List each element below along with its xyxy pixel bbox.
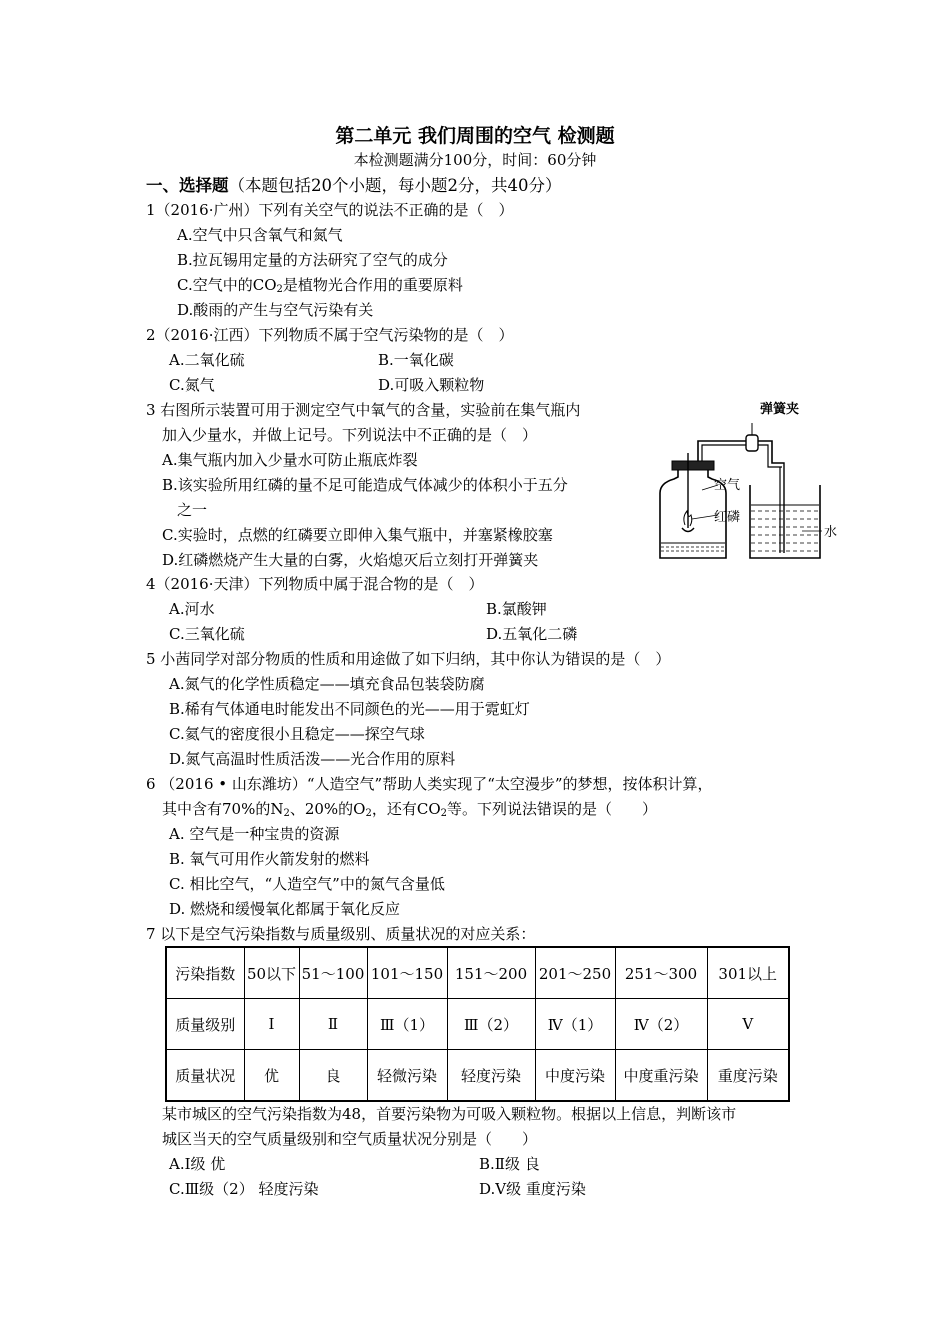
question-7-option-a: A.Ⅰ级 优 xyxy=(169,1155,226,1173)
label-red-phosphorus: 红磷 xyxy=(714,510,741,525)
question-7-option-d: D.Ⅴ级 重度污染 xyxy=(479,1180,586,1198)
question-6-option-c: C. 相比空气，“人造空气”中的氮气含量低 xyxy=(169,875,445,893)
table-cell: 轻微污染 xyxy=(367,1050,447,1102)
section-title: 一、选择题 xyxy=(146,176,229,195)
table-cell: 301以上 xyxy=(707,947,789,999)
apparatus-diagram xyxy=(652,393,842,568)
question-7-option-b: B.Ⅱ级 良 xyxy=(479,1155,540,1173)
question-6-option-d: D. 燃烧和缓慢氧化都属于氧化反应 xyxy=(169,900,401,918)
q6-sub-o2: 2 xyxy=(365,808,372,819)
combustion-spoon xyxy=(682,528,694,532)
section-heading xyxy=(146,175,562,197)
question-1-option-b: B.拉瓦锡用定量的方法研究了空气的成分 xyxy=(177,251,448,269)
page-title: 第二单元 我们周围的空气 检测题 xyxy=(335,125,615,147)
question-4-option-a: A.河水 xyxy=(169,600,215,618)
question-2-stem: 2（2016·江西）下列物质不属于空气污染物的是（ ） xyxy=(146,326,514,344)
table-row xyxy=(166,1050,789,1102)
question-5-option-d: D.氮气高温时性质活泼——光合作用的原料 xyxy=(169,750,456,768)
q6-part-a: 其中含有70%的N xyxy=(162,800,284,818)
table-cell: Ⅲ（1） xyxy=(367,999,447,1050)
table-cell: Ⅳ（2） xyxy=(615,999,707,1050)
table-cell: Ⅳ（1） xyxy=(535,999,615,1050)
q6-part-b: 、20%的O xyxy=(289,800,366,818)
delivery-tube xyxy=(698,441,782,463)
table-row xyxy=(166,947,789,999)
question-4-option-c: C.三氧化硫 xyxy=(169,625,245,643)
question-7-context-line1: 某市城区的空气污染指数为48，首要污染物为可吸入颗粒物。根据以上信息，判断该市 xyxy=(162,1105,737,1123)
question-2-option-b: B.一氧化碳 xyxy=(378,351,454,369)
question-6-stem-line2 xyxy=(162,799,657,824)
table-row xyxy=(166,999,789,1050)
q1c-sub: 2 xyxy=(276,284,283,295)
page-subtitle: 本检测题满分100分，时间：60分钟 xyxy=(353,151,597,169)
table-cell: 重度污染 xyxy=(707,1050,789,1102)
table-cell: Ⅴ xyxy=(707,999,789,1050)
apparatus-figure xyxy=(652,393,842,568)
table-cell: 轻度污染 xyxy=(447,1050,535,1102)
question-3-option-b-line2: 之一 xyxy=(177,501,208,519)
question-2-option-a: A.二氧化硫 xyxy=(169,351,245,369)
question-3-stem-line2: 加入少量水，并做上记号。下列说法中不正确的是（ ） xyxy=(162,426,538,444)
table-cell: 质量级别 xyxy=(166,999,244,1050)
table-cell: 201～250 xyxy=(535,947,615,999)
question-1-option-c xyxy=(177,275,463,300)
section-note: （本题包括20个小题，每小题2分，共40分） xyxy=(228,176,562,195)
question-3-option-c: C.实验时，点燃的红磷要立即伸入集气瓶中，并塞紧橡胶塞 xyxy=(162,526,553,544)
question-2-option-c: C.氮气 xyxy=(169,376,215,394)
tube-down xyxy=(782,463,784,553)
q1c-post: 是植物光合作用的重要原料 xyxy=(282,276,463,294)
question-7-stem: 7 以下是空气污染指数与质量级别、质量状况的对应关系： xyxy=(146,925,536,943)
table-cell: 151～200 xyxy=(447,947,535,999)
table-cell: 51～100 xyxy=(299,947,367,999)
q6-part-c: ，还有CO xyxy=(371,800,441,818)
q1c-pre: C.空气中的CO xyxy=(177,276,277,294)
question-7-option-c: C.Ⅲ级（2） 轻度污染 xyxy=(169,1180,319,1198)
table-cell: 101～150 xyxy=(367,947,447,999)
q6-sub-co2: 2 xyxy=(440,808,448,819)
question-3-option-b-line1: B.该实验所用红磷的量不足可能造成气体减少的体积小于五分 xyxy=(162,476,568,494)
question-3-option-d: D.红磷燃烧产生大量的白雾，火焰熄灭后立刻打开弹簧夹 xyxy=(162,551,539,569)
question-3-stem-line1: 3 右图所示装置可用于测定空气中氧气的含量，实验前在集气瓶内 xyxy=(146,401,581,419)
question-4-option-b: B.氯酸钾 xyxy=(486,600,547,618)
question-1-option-d: D.酸雨的产生与空气污染有关 xyxy=(177,301,374,319)
table-cell: Ⅲ（2） xyxy=(447,999,535,1050)
table-cell: 251～300 xyxy=(615,947,707,999)
label-water: 水 xyxy=(824,525,838,540)
table-cell: 优 xyxy=(244,1050,299,1102)
table-cell: 良 xyxy=(299,1050,367,1102)
question-6-stem-line1: 6 （2016 • 山东潍坊）“人造空气”帮助人类实现了“太空漫步”的梦想，按体积计算， xyxy=(146,775,713,793)
table-cell: 中度重污染 xyxy=(615,1050,707,1102)
table-cell: 质量状况 xyxy=(166,1050,244,1102)
rubber-stopper xyxy=(672,461,714,470)
question-3-option-a: A.集气瓶内加入少量水可防止瓶底炸裂 xyxy=(162,451,418,469)
beaker xyxy=(750,485,820,558)
question-1-option-a: A.空气中只含氧气和氮气 xyxy=(177,226,343,244)
table-cell: Ⅰ xyxy=(244,999,299,1050)
question-4-option-d: D.五氧化二磷 xyxy=(486,625,578,643)
table-cell: Ⅱ xyxy=(299,999,367,1050)
question-2-option-d: D.可吸入颗粒物 xyxy=(378,376,485,394)
label-spring-clip: 弹簧夹 xyxy=(760,402,800,417)
label-air: 空气 xyxy=(714,478,741,493)
table-cell: 50以下 xyxy=(244,947,299,999)
question-4-stem: 4（2016·天津）下列物质中属于混合物的是（ ） xyxy=(146,575,484,593)
question-6-option-b: B. 氧气可用作火箭发射的燃料 xyxy=(169,850,370,868)
question-7-context-line2: 城区当天的空气质量级别和空气质量状况分别是（ ） xyxy=(162,1130,538,1148)
table-cell: 中度污染 xyxy=(535,1050,615,1102)
pollution-index-table xyxy=(165,946,790,1102)
spring-clip xyxy=(746,435,758,451)
question-5-option-b: B.稀有气体通电时能发出不同颜色的光——用于霓虹灯 xyxy=(169,700,530,718)
question-5-option-a: A.氮气的化学性质稳定——填充食品包装袋防腐 xyxy=(169,675,485,693)
question-1-stem: 1（2016·广州）下列有关空气的说法不正确的是（ ） xyxy=(146,201,514,219)
question-6-option-a: A. 空气是一种宝贵的资源 xyxy=(169,825,340,843)
question-5-stem: 5 小茜同学对部分物质的性质和用途做了如下归纳，其中你认为错误的是（ ） xyxy=(146,650,671,668)
q6-part-d: 等。下列说法错误的是（ ） xyxy=(447,800,658,818)
q6-sub-n2: 2 xyxy=(283,808,290,819)
question-5-option-c: C.氦气的密度很小且稳定——探空气球 xyxy=(169,725,425,743)
table-cell: 污染指数 xyxy=(166,947,244,999)
